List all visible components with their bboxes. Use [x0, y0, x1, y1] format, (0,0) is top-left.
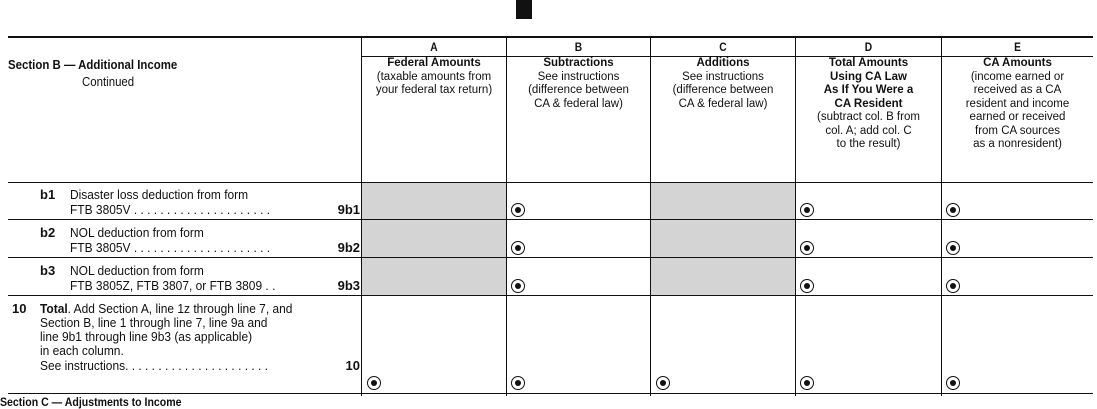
row-b1-text-2: FTB 3805V . . . . . . . . . . . . . . . . . . . . .: [70, 202, 271, 217]
column-letter-d: D: [864, 40, 873, 54]
column-header-d: [796, 57, 941, 152]
column-d-desc-1: (subtract col. B from: [817, 111, 920, 123]
row-b3-text-2: FTB 3805Z, FTB 3807, or FTB 3809 . .: [70, 278, 276, 293]
amount-field-d-9b1[interactable]: [800, 203, 814, 217]
amount-field-a-10[interactable]: [367, 376, 381, 390]
section-subtitle: Continued: [82, 74, 135, 89]
amount-field-c-10[interactable]: [656, 376, 670, 390]
column-d-title-1: Total Amounts: [828, 57, 909, 69]
column-b-desc-3: CA & federal law): [534, 97, 623, 110]
shaded-cell-c-b1-b3: [651, 183, 795, 295]
row-10-label: [8, 302, 361, 392]
column-header-c: [651, 57, 795, 111]
amount-field-b-10[interactable]: [511, 376, 525, 390]
line-ref-10: 10: [345, 358, 360, 373]
shaded-cell-a-b1-b3: [362, 183, 506, 295]
column-e-desc-2: received as a CA: [973, 84, 1062, 96]
shade-rule-c-1: [651, 219, 795, 220]
shade-rule-c-2: [651, 257, 795, 258]
amount-field-d-9b3[interactable]: [800, 279, 814, 293]
column-e-desc-5: from CA sources: [975, 124, 1060, 137]
column-b-desc-1: See instructions: [537, 70, 620, 83]
section-title: Section B — Additional Income: [8, 57, 178, 72]
column-c-desc-3: CA & federal law): [678, 97, 768, 110]
line-ref-9b3: 9b3: [337, 278, 360, 293]
line-ref-9b2: 9b2: [337, 240, 360, 255]
line-number-10: 10: [12, 301, 27, 316]
column-a-desc-1: (taxable amounts from: [376, 70, 492, 83]
column-d-title-2: Using CA Law: [830, 70, 907, 83]
column-a-desc-2: your federal tax return): [375, 84, 493, 96]
column-letter-b: B: [574, 40, 583, 54]
row-rule-b2: [8, 257, 1093, 258]
column-letter-a: A: [430, 40, 438, 54]
row-rule-10: [8, 393, 1093, 394]
column-b-title: Subtractions: [543, 57, 614, 69]
column-d-desc-2: col. A; add col. C: [825, 124, 912, 137]
top-rule: [8, 36, 1093, 38]
row-10-text-3: line 9b1 through line 9b3 (as applicable): [40, 329, 253, 344]
column-c-desc-2: (difference between: [672, 84, 774, 96]
amount-field-e-9b3[interactable]: [946, 279, 960, 293]
column-header-e: [942, 57, 1093, 152]
column-d-title-3: As If You Were a: [823, 84, 914, 96]
row-rule-b3: [8, 295, 1093, 296]
column-e-desc-1: (income earned or: [970, 70, 1065, 83]
page-corner-marker: [516, 0, 532, 19]
line-number-b3: b3: [40, 263, 56, 278]
line-ref-9b1: 9b1: [337, 202, 360, 217]
line-number-b1: b1: [40, 187, 56, 202]
column-d-desc-3: to the result): [836, 138, 901, 150]
row-10-bold-lead: Total: [40, 301, 68, 316]
column-b-desc-2: (difference between: [528, 84, 629, 96]
column-e-desc-6: as a nonresident): [973, 138, 1062, 150]
column-a-title: Federal Amounts: [387, 57, 481, 69]
column-letter-c: C: [719, 40, 727, 54]
row-10-text-4: in each column.: [40, 343, 124, 358]
amount-field-d-9b2[interactable]: [800, 241, 814, 255]
column-header-a: [362, 57, 506, 98]
column-e-title: CA Amounts: [983, 57, 1052, 69]
line-number-b2: b2: [40, 225, 56, 240]
row-b3-text-1: NOL deduction from form: [70, 263, 204, 278]
amount-field-d-10[interactable]: [800, 376, 814, 390]
shade-rule-a-2: [362, 257, 506, 258]
column-d-title-4: CA Resident: [834, 97, 903, 110]
row-b1-text-1: Disaster loss deduction from form: [70, 187, 249, 202]
next-section-title-fragment: Section C — Adjustments to Income: [0, 395, 182, 409]
column-c-title: Additions: [696, 57, 750, 69]
shade-rule-a-1: [362, 219, 506, 220]
amount-field-b-9b2[interactable]: [511, 241, 525, 255]
amount-field-b-9b1[interactable]: [511, 203, 525, 217]
header-bottom-rule: [8, 182, 1093, 183]
row-b1-label: [8, 188, 361, 218]
column-e-desc-3: resident and income: [965, 97, 1070, 110]
column-c-desc-1: See instructions: [682, 70, 764, 83]
row-10-text-1: [40, 302, 292, 316]
row-rule-b1: [8, 219, 1093, 220]
column-letter-e: E: [1014, 40, 1021, 54]
row-b3-label: [8, 264, 361, 294]
row-10-text-1-rest: . Add Section A, line 1z through line 7, and: [67, 301, 293, 316]
column-e-desc-4: earned or received: [969, 111, 1066, 123]
amount-field-e-9b1[interactable]: [946, 203, 960, 217]
column-header-b: [507, 57, 650, 111]
amount-field-e-9b2[interactable]: [946, 241, 960, 255]
row-b2-text-1: NOL deduction from form: [70, 225, 204, 240]
row-10-text-5: See instructions. . . . . . . . . . . . . . . . . . . . . .: [40, 358, 268, 373]
amount-field-b-9b3[interactable]: [511, 279, 525, 293]
row-b2-label: [8, 226, 361, 256]
row-b2-text-2: FTB 3805V . . . . . . . . . . . . . . . . . . . . .: [70, 240, 271, 255]
amount-field-e-10[interactable]: [946, 376, 960, 390]
row-10-text-2: Section B, line 1 through line 7, line 9a and: [40, 315, 268, 330]
